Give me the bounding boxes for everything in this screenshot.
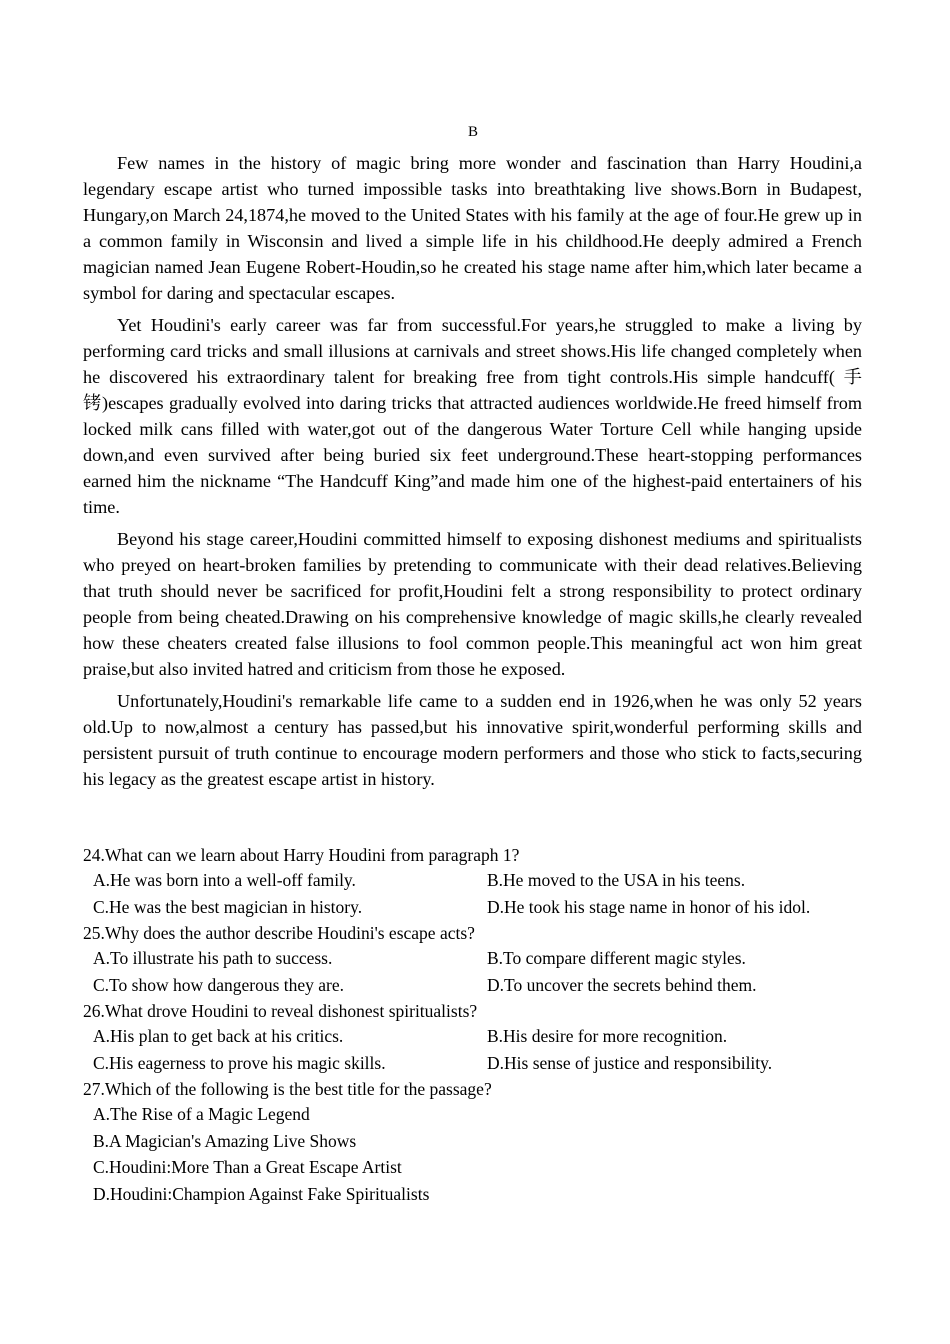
option-c: C.His eagerness to prove his magic skills.: [93, 1053, 386, 1073]
question-stem: 26.What drove Houdini to reveal dishonest spiritualists?: [83, 1001, 478, 1021]
question-26: [83, 999, 873, 1077]
option-b: B.His desire for more recognition.: [487, 1026, 728, 1046]
option-c: C.He was the best magician in history.: [93, 897, 363, 917]
question-stem: 24.What can we learn about Harry Houdini from paragraph 1?: [83, 845, 520, 865]
reading-passage: [83, 150, 862, 798]
question-list: [83, 843, 873, 1207]
question-25: [83, 921, 873, 999]
paragraph-3: Beyond his stage career,Houdini committed himself to exposing dishonest mediums and spiritualists who preyed on heart-broken families by pretending to communicate with their dead relatives.Believing that truth should never be sacrificed for profit,Houdini felt a strong responsibility to protect ordinary people from being cheated.Drawing on his comprehensive knowledge of magic skills,he clearly revealed how these cheaters created false illusions to fool common people.This meaningful act won him great praise,but also invited hatred and criticism from those he exposed.: [83, 529, 862, 679]
option-row: [83, 972, 873, 999]
question-stem: 25.Why does the author describe Houdini's escape acts?: [83, 923, 475, 943]
option-d: D.He took his stage name in honor of his idol.: [487, 897, 811, 917]
option-a: A.His plan to get back at his critics.: [93, 1026, 344, 1046]
option-b: B.He moved to the USA in his teens.: [487, 870, 746, 890]
paragraph-1: Few names in the history of magic bring more wonder and fascination than Harry Houdini,a legendary escape artist who turned impossible tasks into breathtaking live shows.Born in Budapest, Hungary,on March 24,1874,he moved to the United States with his family at the age of four.He grew up in a common family in Wisconsin and lived a simple life in his childhood.He deeply admired a French magician named Jean Eugene Robert-Houdin,so he created his stage name after him,which later became a symbol for daring and spectacular escapes.: [83, 153, 862, 303]
option-c: C.Houdini:More Than a Great Escape Artist: [93, 1157, 402, 1177]
option-c: C.To show how dangerous they are.: [93, 975, 345, 995]
option-row: [83, 867, 873, 894]
question-27: [83, 1077, 873, 1207]
option-a: A.The Rise of a Magic Legend: [93, 1104, 310, 1124]
option-row: [83, 1050, 873, 1077]
paragraph-2: Yet Houdini's early career was far from successful.For years,he struggled to make a living by performing card tricks and small illusions at carnivals and street shows.His life changed completely when he discovered his extraordinary talent for breaking free from tight controls.His simple handcuff( 手铐)escapes gradually evolved into daring tricks that attracted audiences worldwide.He freed himself from locked milk cans filled with water,got out of the dangerous Water Torture Cell while hanging upside down,and even survived after being buried six feet underground.These heart-stopping performances earned him the nickname “The Handcuff King”and made him one of the highest-paid entertainers of his time.: [83, 315, 862, 517]
question-stem: 27.Which of the following is the best title for the passage?: [83, 1079, 492, 1099]
question-24: [83, 843, 873, 921]
option-b: B.To compare different magic styles.: [487, 948, 746, 968]
option-d: D.To uncover the secrets behind them.: [487, 975, 757, 995]
option-a: A.To illustrate his path to success.: [93, 948, 333, 968]
option-a: A.He was born into a well-off family.: [93, 870, 356, 890]
option-d: D.His sense of justice and responsibility.: [487, 1053, 773, 1073]
option-b: B.A Magician's Amazing Live Shows: [93, 1130, 357, 1151]
option-row: [83, 894, 873, 921]
option-d: D.Houdini:Champion Against Fake Spiritualists: [93, 1183, 430, 1204]
paragraph-4: Unfortunately,Houdini's remarkable life came to a sudden end in 1926,when he was only 52 years old.Up to now,almost a century has passed,but his innovative spirit,wonderful performing skills and persistent pursuit of truth continue to encourage modern performers and those who stick to facts,securing his legacy as the greatest escape artist in history.: [83, 691, 862, 789]
section-letter: B: [467, 124, 478, 140]
option-row: [83, 945, 873, 972]
option-row: [83, 1023, 873, 1050]
